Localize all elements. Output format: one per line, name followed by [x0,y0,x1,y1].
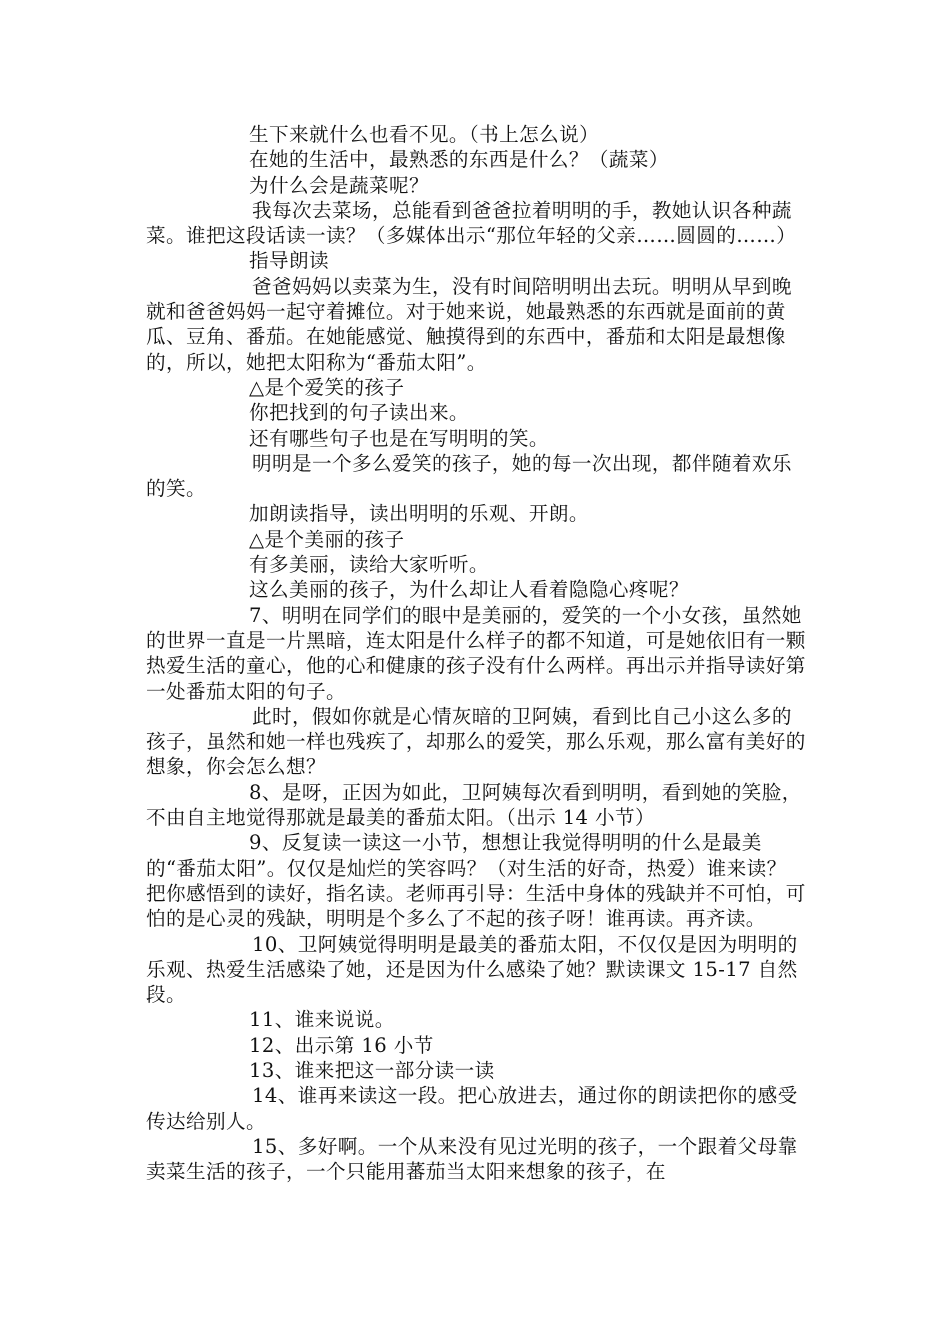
paragraph: 爸爸妈妈以卖菜为生，没有时间陪明明出去玩。明明从早到晚就和爸爸妈妈一起守着摊位。对于她来说，她最熟悉的东西就是面前的黄瓜、豆角、番茄。在她能感觉、触摸得到的东西中，番茄和太阳是最想像的，所以，她把太阳称为“番茄太阳”。 [146,274,792,374]
paragraph: △是个美丽的孩子 [249,527,405,551]
paragraph: 7、明明在同学们的眼中是美丽的，爱笑的一个小女孩，虽然她的世界一直是一片黑暗，连太阳是什么样子的都不知道，可是她依旧有一颗热爱生活的童心，他的心和健康的孩子没有什么两样。再出示并指导读好第一处番茄太阳的句子。 [146,603,806,703]
paragraph: 15、多好啊。一个从来没有见过光明的孩子，一个跟着父母靠卖菜生活的孩子，一个只能用蕃茄当太阳来想象的孩子，在 [146,1134,798,1184]
paragraph: 14、谁再来读这一段。把心放进去，通过你的朗读把你的感受传达给别人。 [146,1084,798,1133]
paragraph: 明明是一个多么爱笑的孩子，她的每一次出现，都伴随着欢乐的笑。 [146,451,792,501]
paragraph: 9、反复读一读这一小节，想想让我觉得明明的什么是最美的“番茄太阳”。仅仅是灿烂的笑容吗？（对生活的好奇，热爱）谁来读？把你感悟到的读好，指名读。老师再引导：生活中身体的残缺并不可怕，可怕的是心灵的残缺，明明是个多么了不起的孩子呀！谁再读。再齐读。 [146,831,806,931]
paragraph: 加朗读指导，读出明明的乐观、开朗。 [249,502,589,526]
paragraph: 这么美丽的孩子，为什么却让人看着隐隐心疼呢？ [249,578,689,602]
paragraph: 此时，假如你就是心情灰暗的卫阿姨，看到比自己小这么多的孩子，虽然和她一样也残疾了，却那么的爱笑，那么乐观，那么富有美好的想象，你会怎么想？ [146,704,806,779]
document-body [146,122,806,1184]
paragraph: 10、卫阿姨觉得明明是最美的番茄太阳，不仅仅是因为明明的乐观、热爱生活感染了她，还是因为什么感染了她？默读课文 15-17 自然段。 [146,932,798,1007]
paragraph: 你把找到的句子读出来。 [249,401,469,425]
paragraph: 13、谁来把这一部分读一读 [249,1058,495,1082]
paragraph: 12、出示第 16 小节 [249,1033,434,1057]
paragraph: 为什么会是蔬菜呢？ [249,173,429,197]
paragraph: 8、是呀，正因为如此，卫阿姨每次看到明明，看到她的笑脸，不由自主地觉得那就是最美的番茄太阳。（出示 14 小节） [146,780,802,830]
paragraph: △是个爱笑的孩子 [249,375,405,399]
paragraph: 我每次去菜场，总能看到爸爸拉着明明的手，教她认识各种蔬菜。谁把这段话读一读？（多媒体出示“那位年轻的父亲……圆圆的……） [146,198,797,248]
paragraph: 指导朗读 [249,249,329,273]
paragraph: 在她的生活中，最熟悉的东西是什么？（蔬菜） [249,148,669,172]
paragraph: 生下来就什么也看不见。（书上怎么说） [249,123,600,146]
paragraph: 11、谁来说说。 [249,1008,395,1032]
paragraph: 还有哪些句子也是在写明明的笑。 [249,426,549,450]
paragraph: 有多美丽，读给大家听听。 [249,553,489,577]
